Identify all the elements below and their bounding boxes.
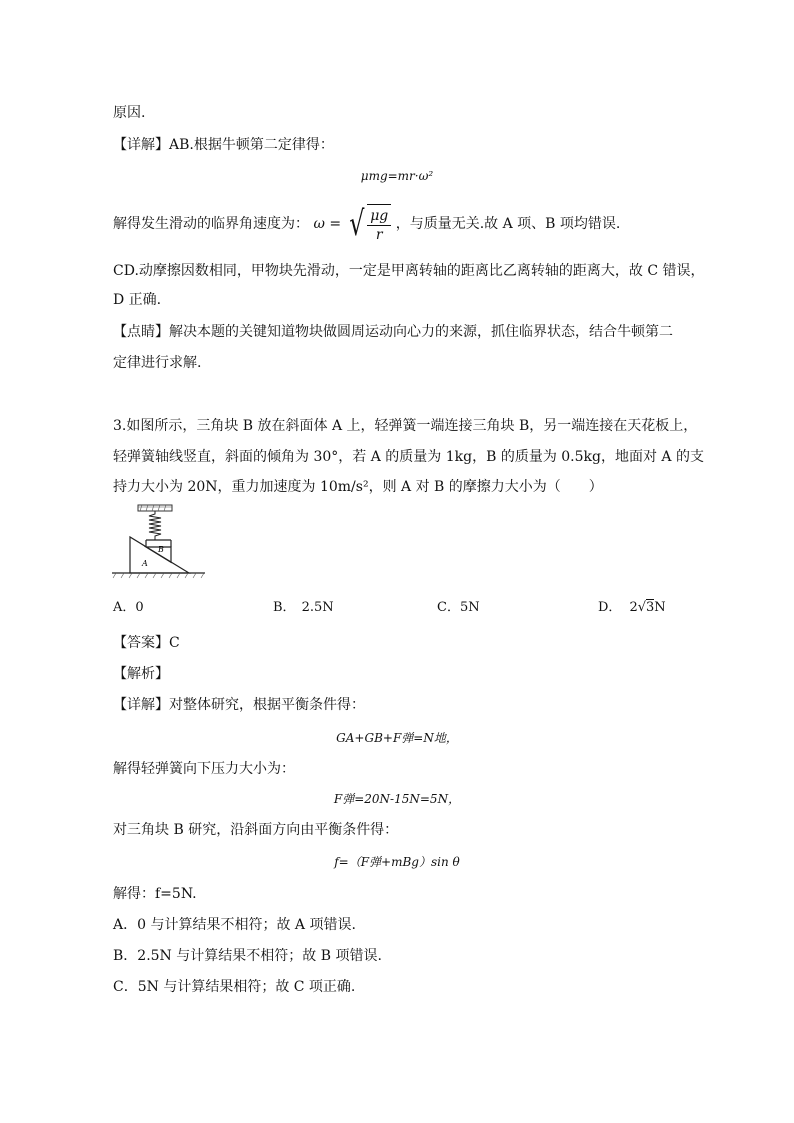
option-c: C．5N xyxy=(437,600,480,615)
question3-line1: 3.如图所示，三角块 B 放在斜面体 A 上，轻弹簧一端连接三角块 B，另一端连接在天花板上， xyxy=(113,418,698,434)
spring xyxy=(149,511,161,540)
block-b-analysis: 对三角块 B 研究，沿斜面方向由平衡条件得： xyxy=(113,822,399,838)
fraction-denominator: r xyxy=(375,227,383,243)
sqrt-sign: √ xyxy=(348,204,364,244)
answer-line: 【答案】C xyxy=(113,635,180,651)
sqrt-expression xyxy=(346,204,392,244)
equation-newton: μmg=mr·ω² xyxy=(360,169,434,183)
paragraph-cd-line2: D 正确. xyxy=(113,292,162,308)
spring-force-intro: 解得轻弹簧向下压力大小为： xyxy=(113,761,295,777)
option-d-coefficient: 2 xyxy=(629,600,638,615)
paragraph-detail-ab: 【详解】AB.根据牛顿第二定律得： xyxy=(113,137,334,153)
ceiling xyxy=(138,505,172,511)
review-option-a: A．0 与计算结果不相符；故 A 项错误. xyxy=(113,917,356,933)
option-d xyxy=(598,598,666,618)
option-d-unit: N xyxy=(654,600,666,615)
paragraph-critical-omega xyxy=(113,204,620,244)
question3-line2: 轻弹簧轴线竖直，斜面的倾角为 30°，若 A 的质量为 1kg，B 的质量为 0.5kg，地面对 A 的支 xyxy=(113,449,704,465)
equation-spring-force: F弹=20N-15N=5N， xyxy=(333,792,461,806)
detail-intro: 【详解】对整体研究，根据平衡条件得： xyxy=(113,697,365,713)
fraction-mu-g-over-r xyxy=(367,207,391,244)
option-b xyxy=(273,598,334,618)
omega-symbol: ω = xyxy=(313,216,342,232)
option-b-value: 2.5N xyxy=(301,600,334,615)
critical-omega-intro: 解得发生滑动的临界角速度为： xyxy=(113,216,309,232)
paragraph-cd-line1: CD.动摩擦因数相同，甲物块先滑动，一定是甲离转轴的距离比乙离转轴的距离大，故 C 错误， xyxy=(113,263,705,279)
question3-line3: 持力大小为 20N，重力加速度为 10m/s²，则 A 对 B 的摩擦力大小为（ ） xyxy=(113,479,603,495)
paragraph-dianjing-line2: 定律进行求解. xyxy=(113,355,202,371)
review-option-c: C．5N 与计算结果相符；故 C 项正确. xyxy=(113,979,356,995)
label-b: B xyxy=(158,545,164,554)
label-a: A xyxy=(142,559,148,568)
option-b-letter: B． xyxy=(273,600,296,615)
review-option-b: B．2.5N 与计算结果不相符；故 B 项错误. xyxy=(113,948,382,964)
equation-balance: GA+GB+F弹=N地， xyxy=(336,731,458,745)
equation-friction: f=（F弹+mBg）sin θ xyxy=(334,855,460,869)
fraction-numerator: μg xyxy=(367,207,391,226)
option-d-letter: D． xyxy=(598,600,622,615)
question3-figure xyxy=(110,503,210,580)
result-line: 解得：f=5N. xyxy=(113,886,197,902)
critical-omega-conclusion: ，与质量无关.故 A 项、B 项均错误. xyxy=(395,216,621,232)
paragraph-reason: 原因. xyxy=(113,105,146,121)
option-a: A．0 xyxy=(113,600,144,615)
analysis-heading: 【解析】 xyxy=(113,666,169,682)
sqrt-sign-d: √ xyxy=(637,600,647,615)
paragraph-dianjing-line1: 【点睛】解决本题的关键知道物块做圆周运动向心力的来源，抓住临界状态，结合牛顿第二 xyxy=(113,324,673,340)
ground-hatch xyxy=(113,573,204,578)
option-d-root: 3 xyxy=(646,600,655,615)
